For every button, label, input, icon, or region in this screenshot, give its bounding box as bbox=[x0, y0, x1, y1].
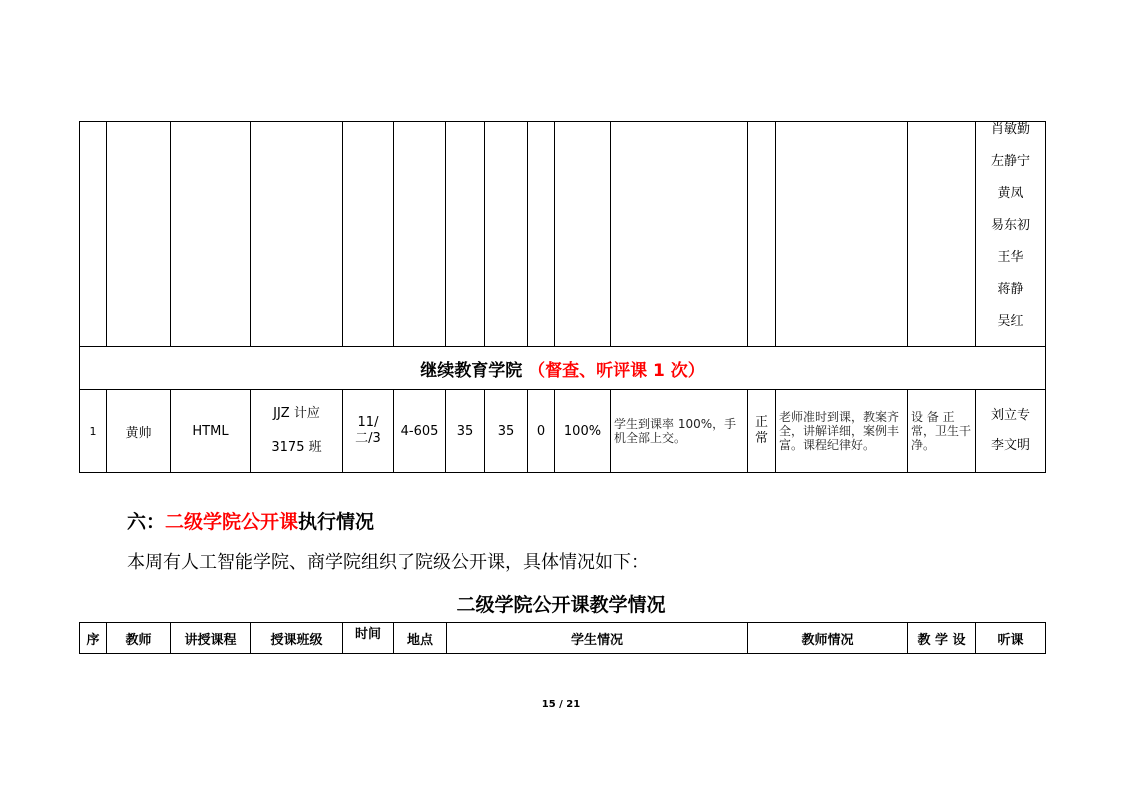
body-paragraph: 本周有人工智能学院、商学院组织了院级公开课，具体情况如下： bbox=[127, 552, 649, 573]
listener-name: 易东初 bbox=[990, 218, 1030, 233]
heading-suffix: 执行情况 bbox=[298, 511, 375, 533]
section-note: （督查、听评课 1 次） bbox=[528, 360, 705, 381]
column-header: 学生情况 bbox=[447, 623, 748, 654]
continued-row bbox=[80, 122, 1046, 347]
table-caption: 二级学院公开课教学情况 bbox=[456, 594, 666, 616]
teacher-situation-cell: 老师准时到课，教案齐全，讲解详细，案例丰富。课程纪律好。 bbox=[776, 390, 908, 473]
course-cell: HTML bbox=[171, 390, 251, 473]
column-header: 教 学 设 bbox=[908, 623, 976, 654]
table-header-row bbox=[80, 623, 1046, 654]
equipment-cell: 设 备 正常，卫生干净。 bbox=[908, 390, 976, 473]
actual-cell: 35 bbox=[485, 390, 528, 473]
student-situation-cell: 学生到课率 100%，手机全部上交。 bbox=[611, 390, 748, 473]
column-header: 地点 bbox=[394, 623, 447, 654]
section-heading bbox=[127, 507, 374, 534]
column-header: 时间 bbox=[343, 623, 394, 654]
row-index: 1 bbox=[80, 390, 107, 473]
class-line-1: JJZ 计应 bbox=[273, 406, 320, 421]
column-header: 教师情况 bbox=[748, 623, 908, 654]
class-line-2: 3175 班 bbox=[271, 440, 322, 455]
listener-name: 吴红 bbox=[997, 314, 1024, 329]
section-title: 继续教育学院 bbox=[420, 360, 523, 381]
heading-prefix: 六： bbox=[127, 511, 166, 533]
listener-name: 蒋静 bbox=[997, 282, 1024, 297]
column-header: 听课 bbox=[976, 623, 1046, 654]
table-row bbox=[80, 390, 1046, 473]
heading-highlight: 二级学院公开课 bbox=[165, 511, 299, 533]
column-header: 序 bbox=[80, 623, 107, 654]
listener-name: 李文明 bbox=[990, 438, 1030, 453]
listener-name: 肖敏勤 bbox=[990, 122, 1030, 137]
listeners-cell bbox=[976, 390, 1046, 473]
time-cell: 11/二/3 bbox=[343, 390, 394, 473]
section-header bbox=[80, 347, 1046, 390]
page-number: 15 / 21 bbox=[541, 699, 581, 710]
listener-name: 左静宁 bbox=[990, 154, 1030, 169]
listener-name: 黄凤 bbox=[997, 186, 1024, 201]
order-cell: 正常 bbox=[748, 390, 776, 473]
location-cell: 4-605 bbox=[394, 390, 446, 473]
expected-cell: 35 bbox=[446, 390, 485, 473]
column-header: 教师 bbox=[107, 623, 171, 654]
listener-name: 王华 bbox=[997, 250, 1024, 265]
inspection-table bbox=[79, 121, 1046, 473]
absent-cell: 0 bbox=[528, 390, 555, 473]
listener-names-cell bbox=[976, 122, 1046, 347]
section-header-row bbox=[80, 347, 1046, 390]
listener-name: 刘立专 bbox=[990, 408, 1030, 423]
class-cell bbox=[251, 390, 343, 473]
column-header: 授课班级 bbox=[251, 623, 343, 654]
teacher-cell: 黄帅 bbox=[107, 390, 171, 473]
rate-cell: 100% bbox=[555, 390, 611, 473]
column-header: 讲授课程 bbox=[171, 623, 251, 654]
open-class-table bbox=[79, 622, 1046, 654]
